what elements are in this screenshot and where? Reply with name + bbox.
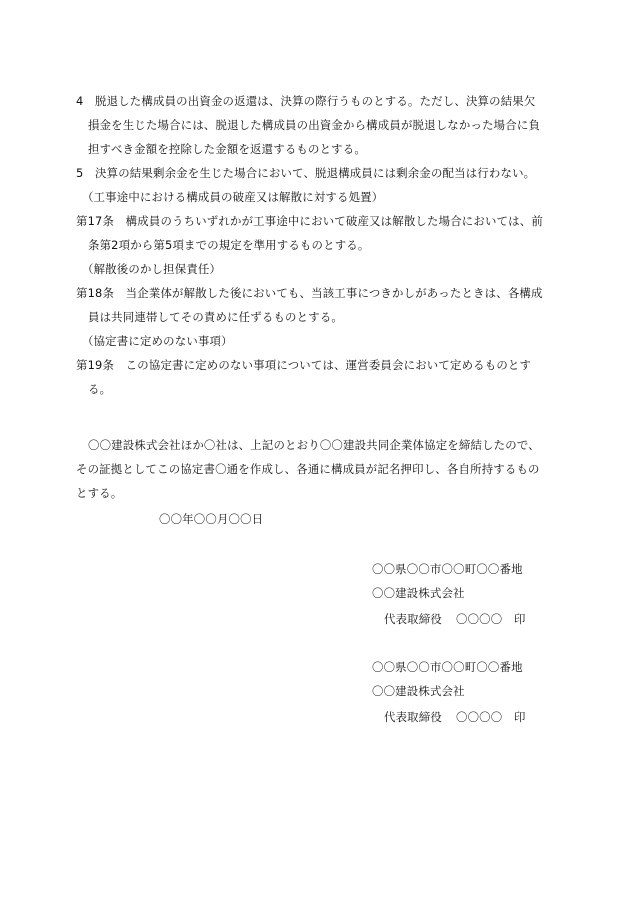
clause-4-line-1: 4 脱退した構成員の出資金の返還は、決算の際行うものとする。ただし、決算の結果欠 — [76, 94, 536, 108]
article-18-line-2: 員は共同連帯してその責めに任ずるものとする。 — [88, 310, 343, 324]
clause-4-line-3: 担すべき金額を控除した金額を返還するものとする。 — [88, 142, 366, 156]
signatory-name: 〇〇〇〇 — [456, 612, 503, 626]
signatory-company: 〇〇建設株式会社 — [372, 684, 465, 698]
signatory-title: 代表取締役 — [384, 710, 442, 724]
agreement-date: 〇〇年〇〇月〇〇日 — [159, 512, 264, 526]
seal-mark: 印 — [514, 710, 526, 724]
article-17-line-1: 第17条 構成員のうちいずれかが工事途中において破産又は解散した場合においては、前 — [76, 214, 543, 228]
article-18-line-1: 第18条 当企業体が解散した後においても、当該工事につきかしがあったときは、各構成 — [76, 286, 543, 300]
article-19-line-2: る。 — [88, 382, 112, 396]
article-17-heading: （工事途中における構成員の破産又は解散に対する処置） — [82, 190, 384, 204]
signatory-title: 代表取締役 — [384, 612, 442, 626]
article-19-heading: （協定書に定めのない事項） — [82, 334, 233, 348]
seal-mark: 印 — [514, 612, 526, 626]
closing-line-3: とする。 — [76, 486, 123, 500]
article-19-line-1: 第19条 この協定書に定めのない事項については、運営委員会において定めるものとす — [76, 358, 532, 372]
signatory-address: 〇〇県〇〇市〇〇町〇〇番地 — [372, 660, 523, 674]
clause-5-line-1: 5 決算の結果剰余金を生じた場合において、脱退構成員には剰余金の配当は行わない。 — [76, 166, 536, 180]
signatory-address: 〇〇県〇〇市〇〇町〇〇番地 — [372, 562, 523, 576]
closing-line-2: その証拠としてこの協定書〇通を作成し、各通に構成員が記名押印し、各自所持するもの — [76, 462, 540, 476]
signatory-name: 〇〇〇〇 — [456, 710, 503, 724]
signatory-company: 〇〇建設株式会社 — [372, 586, 465, 600]
article-17-line-2: 条第2項から第5項までの規定を準用するものとする。 — [88, 238, 370, 252]
closing-line-1: 〇〇建設株式会社ほか〇社は、上記のとおり〇〇建設共同企業体協定を締結したので、 — [88, 438, 540, 452]
clause-4-line-2: 損金を生じた場合には、脱退した構成員の出資金から構成員が脱退しなかった場合に負 — [88, 118, 541, 132]
article-18-heading: （解散後のかし担保責任） — [82, 262, 222, 276]
